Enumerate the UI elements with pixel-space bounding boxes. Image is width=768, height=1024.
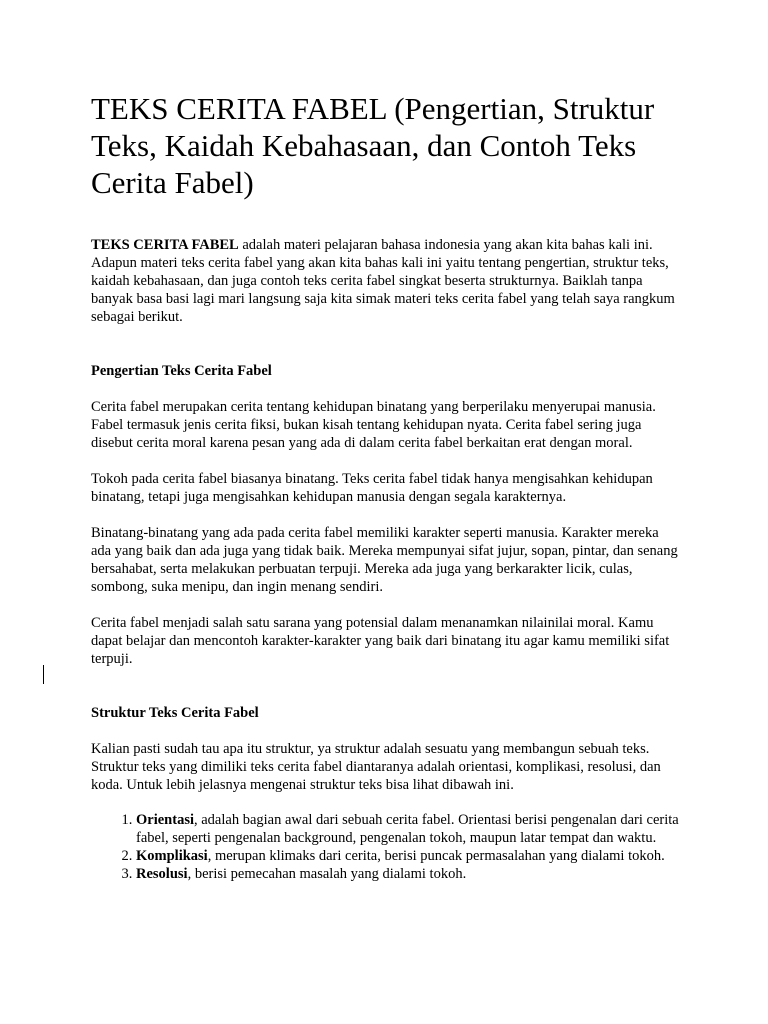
paragraph: Kalian pasti sudah tau apa itu struktur, ya struktur adalah sesuatu yang membangun sebuah teks. Struktur teks yang dimiliki teks cerita fabel diantaranya adalah orientasi, komplikasi, resolusi, dan koda. Untuk lebih jelasnya mengenai struktur teks bisa lihat dibawah ini. xyxy=(91,741,661,793)
structure-list xyxy=(91,811,681,883)
intro-bold-term: TEKS CERITA FABEL xyxy=(91,237,239,253)
paragraph: Cerita fabel merupakan cerita tentang kehidupan binatang yang berperilaku menyerupai manusia. Fabel termasuk jenis cerita fiksi, bukan kisah tentang kehidupan nyata. Cerita fabel sering juga disebut cerita moral karena pesan yang ada di dalam cerita fabel berkaitan erat dengan moral. xyxy=(91,399,656,451)
list-item-term: Komplikasi xyxy=(136,848,208,864)
intro-text: adalah materi pelajaran bahasa indonesia yang akan kita bahas kali ini. Adapun materi teks cerita fabel yang akan kita bahas kali ini yaitu tentang pengertian, struktur teks, kaidah kebahasaan, dan juga contoh teks cerita fabel singkat beserta strukturnya. Baiklah tanpa banyak basa basi lagi mari langsung saja kita simak materi teks cerita fabel yang telah saya rangkum sebagai berikut. xyxy=(91,237,675,325)
section-struktur xyxy=(91,704,681,883)
document-title: TEKS CERITA FABEL (Pengertian, Struktur Teks, Kaidah Kebahasaan, dan Contoh Teks Cerita Fabel) xyxy=(91,91,655,200)
section-heading-struktur: Struktur Teks Cerita Fabel xyxy=(91,705,259,721)
intro-paragraph xyxy=(91,236,681,326)
list-item-term: Resolusi xyxy=(136,866,188,882)
paragraph: Binatang-binatang yang ada pada cerita fabel memiliki karakter seperti manusia. Karakter mereka ada yang baik dan ada juga yang tidak baik. Mereka mempunyai sifat jujur, sopan, pintar, dan senang bersahabat, serta melakukan perbuatan terpuji. Mereka ada juga yang berkarakter licik, culas, sombong, suka menipu, dan ingin menang sendiri. xyxy=(91,525,678,595)
paragraph: Cerita fabel menjadi salah satu sarana yang potensial dalam menanamkan nilainilai moral. Kamu dapat belajar dan mencontoh karakter-karakter yang baik dari binatang itu agar kamu memiliki sifat terpuji. xyxy=(91,615,670,667)
document-page xyxy=(91,90,681,883)
paragraph: Tokoh pada cerita fabel biasanya binatang. Teks cerita fabel tidak hanya mengisahkan kehidupan binatang, tetapi juga mengisahkan kehidupan manusia dengan segala karakternya. xyxy=(91,471,653,505)
list-item xyxy=(136,865,681,883)
list-item xyxy=(136,811,681,847)
list-item-desc: , adalah bagian awal dari sebuah cerita fabel. Orientasi berisi pengenalan dari cerita fabel, seperti pengenalan background, pengenalan tokoh, maupun latar tempat dan waktu. xyxy=(136,812,679,846)
section-heading-pengertian: Pengertian Teks Cerita Fabel xyxy=(91,363,272,379)
list-item-desc: , berisi pemecahan masalah yang dialami tokoh. xyxy=(187,866,467,882)
section-pengertian xyxy=(91,362,681,668)
list-item-desc: , merupan klimaks dari cerita, berisi puncak permasalahan yang dialami tokoh. xyxy=(207,848,665,864)
list-item xyxy=(136,847,681,865)
text-cursor xyxy=(43,665,44,684)
list-item-term: Orientasi xyxy=(136,812,194,828)
